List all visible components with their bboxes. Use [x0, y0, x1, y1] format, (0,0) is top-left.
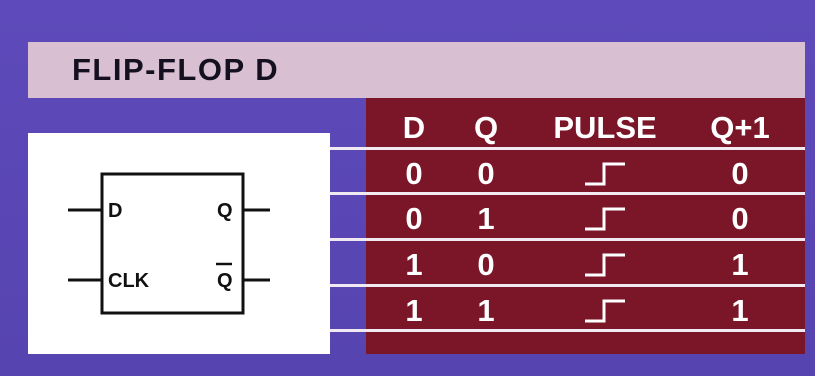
- table-cell: 1: [477, 293, 495, 328]
- table-cell: 0: [731, 201, 749, 236]
- table-divider: [330, 147, 805, 150]
- d-input-label: D: [108, 200, 123, 222]
- table-cell: 0: [405, 201, 423, 236]
- table-header-cell: D: [402, 110, 426, 145]
- flip-flop-box: [102, 174, 243, 313]
- table-cell: 0: [477, 247, 495, 282]
- table-cell: 1: [731, 247, 749, 282]
- qbar-output-label: Q: [217, 270, 233, 292]
- table-cell: 1: [405, 247, 423, 282]
- rising-edge-pulse-icon: [583, 298, 627, 324]
- table-cell: 0: [477, 156, 495, 191]
- table-divider: [330, 329, 805, 332]
- table-divider: [330, 192, 805, 195]
- table-cell: 1: [731, 293, 749, 328]
- table-cell: 0: [405, 156, 423, 191]
- rising-edge-pulse-icon: [583, 161, 627, 187]
- q-output-label: Q: [217, 200, 233, 222]
- table-divider: [330, 238, 805, 241]
- table-cell: 1: [477, 201, 495, 236]
- clk-input-label: CLK: [108, 270, 150, 292]
- table-header-cell: Q: [473, 110, 499, 145]
- table-header-cell: PULSE: [553, 110, 657, 145]
- flip-flop-diagram: [28, 133, 330, 354]
- table-header-cell: Q+1: [710, 110, 770, 145]
- rising-edge-pulse-icon: [583, 206, 627, 232]
- page-title: FLIP-FLOP D: [72, 52, 280, 87]
- rising-edge-pulse-icon: [583, 252, 627, 278]
- table-cell: 0: [731, 156, 749, 191]
- flip-flop-symbol: [28, 133, 330, 354]
- table-divider: [330, 284, 805, 287]
- table-cell: 1: [405, 293, 423, 328]
